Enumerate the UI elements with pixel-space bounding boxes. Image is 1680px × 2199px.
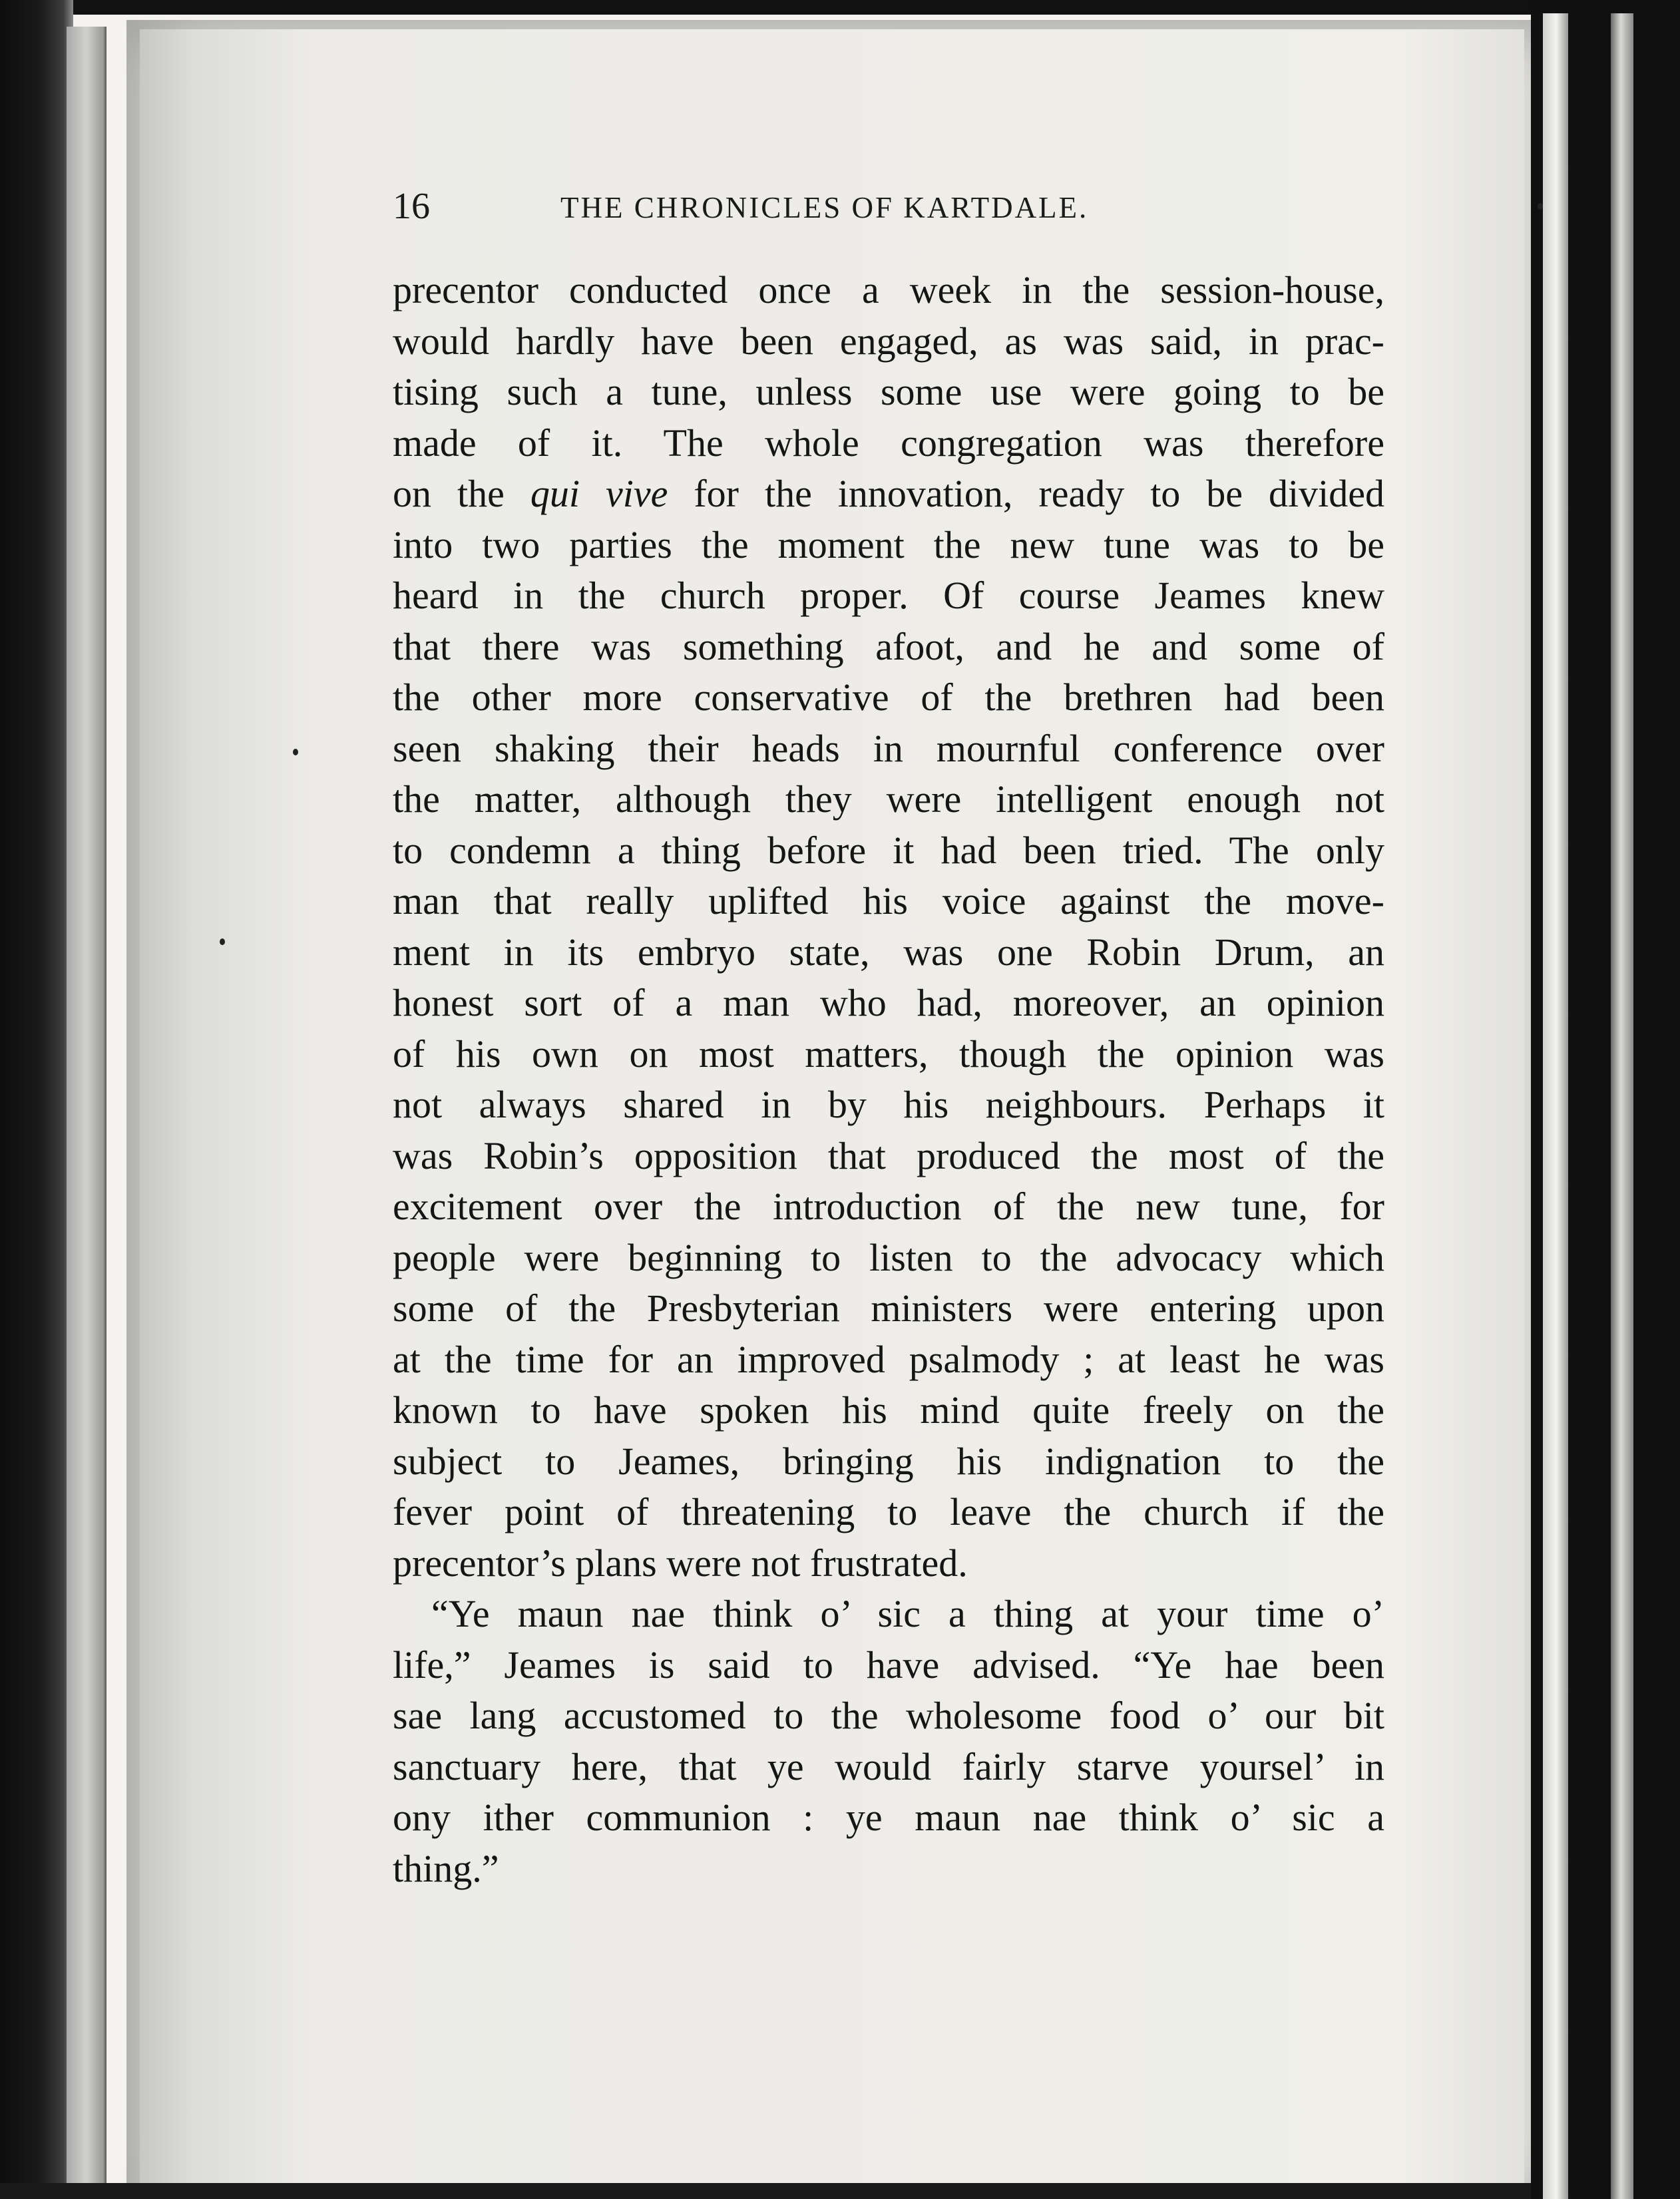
- scan-speck: [293, 749, 298, 755]
- text-line: that there was something afoot, and he and some of: [393, 624, 1384, 668]
- text-line: some of the Presbyterian ministers were entering upon: [393, 1287, 1384, 1330]
- right-page-strip: [1543, 13, 1568, 2199]
- text-line: the other more conservative of the brethren had been: [393, 676, 1384, 719]
- text-line: heard in the church proper. Of course Jeames knew: [393, 574, 1384, 617]
- text-line: subject to Jeames, bringing his indignation to the: [393, 1439, 1384, 1483]
- text-line: excitement over the introduction of the new tune, for: [393, 1185, 1384, 1228]
- text-line: not always shared in by his neighbours. Perhaps it: [393, 1083, 1384, 1126]
- text-line: into two parties the moment the new tune was to be: [393, 522, 1384, 566]
- text-line: honest sort of a man who had, moreover, an opinion: [393, 981, 1384, 1024]
- text-line: was Robin’s opposition that produced the most of the: [393, 1133, 1384, 1177]
- text-line: to condemn a thing before it had been tried. The only: [393, 828, 1384, 872]
- italic-phrase: qui vive: [530, 472, 668, 515]
- text-line-prefix: on the: [393, 472, 505, 515]
- top-border: [0, 0, 1680, 15]
- text-line: “Ye maun nae think o’ sic a thing at your time o’: [431, 1592, 1384, 1635]
- text-line: of his own on most matters, though the opinion was: [393, 1032, 1384, 1076]
- running-head-title: THE CHRONICLES OF KARTDALE.: [560, 191, 1089, 224]
- text-line: sanctuary here, that ye would fairly starve yoursel’ in: [393, 1744, 1384, 1788]
- text-line: seen shaking their heads in mournful conference over: [393, 726, 1384, 770]
- left-cover-board: [67, 27, 106, 2190]
- scan-speck: [220, 938, 225, 945]
- text-line: ony ither communion : ye maun nae think o’ sic a: [393, 1796, 1384, 1839]
- scan-speck: [1538, 203, 1543, 210]
- text-line: at the time for an improved psalmody ; at least he was: [393, 1337, 1384, 1381]
- text-line: ment in its embryo state, was one Robin Drum, an: [393, 930, 1384, 974]
- page-number: 16: [393, 186, 430, 227]
- text-line: made of it. The whole congregation was therefore: [393, 421, 1384, 465]
- text-line: precentor’s plans were not frustrated.: [393, 1541, 968, 1585]
- text-line: man that really uplifted his voice against the move-: [393, 879, 1384, 922]
- text-line: precentor conducted once a week in the session-house,: [393, 268, 1384, 311]
- text-line: fever point of threatening to leave the church if the: [393, 1490, 1384, 1533]
- text-line: known to have spoken his mind quite freely on the: [393, 1388, 1384, 1432]
- left-binding-edge: [0, 0, 73, 2199]
- body-text: [393, 265, 1384, 1894]
- right-page-strip-outer: [1611, 13, 1633, 2199]
- text-line: people were beginning to listen to the advocacy which: [393, 1235, 1384, 1279]
- text-line: would hardly have been engaged, as was said, in prac-: [393, 319, 1384, 363]
- text-line: life,” Jeames is said to have advised. “Ye hae been: [393, 1643, 1384, 1687]
- text-line: the matter, although they were intelligent enough not: [393, 777, 1384, 821]
- text-line: sae lang accustomed to the wholesome food o’ our bit: [393, 1694, 1384, 1737]
- bottom-border: [0, 2183, 1531, 2199]
- text-line: thing.”: [393, 1846, 499, 1890]
- text-line-with-italic: [393, 469, 1384, 520]
- text-line: tising such a tune, unless some use were going to be: [393, 370, 1384, 413]
- text-line-rest: for the innovation, ready to be divided: [694, 472, 1385, 515]
